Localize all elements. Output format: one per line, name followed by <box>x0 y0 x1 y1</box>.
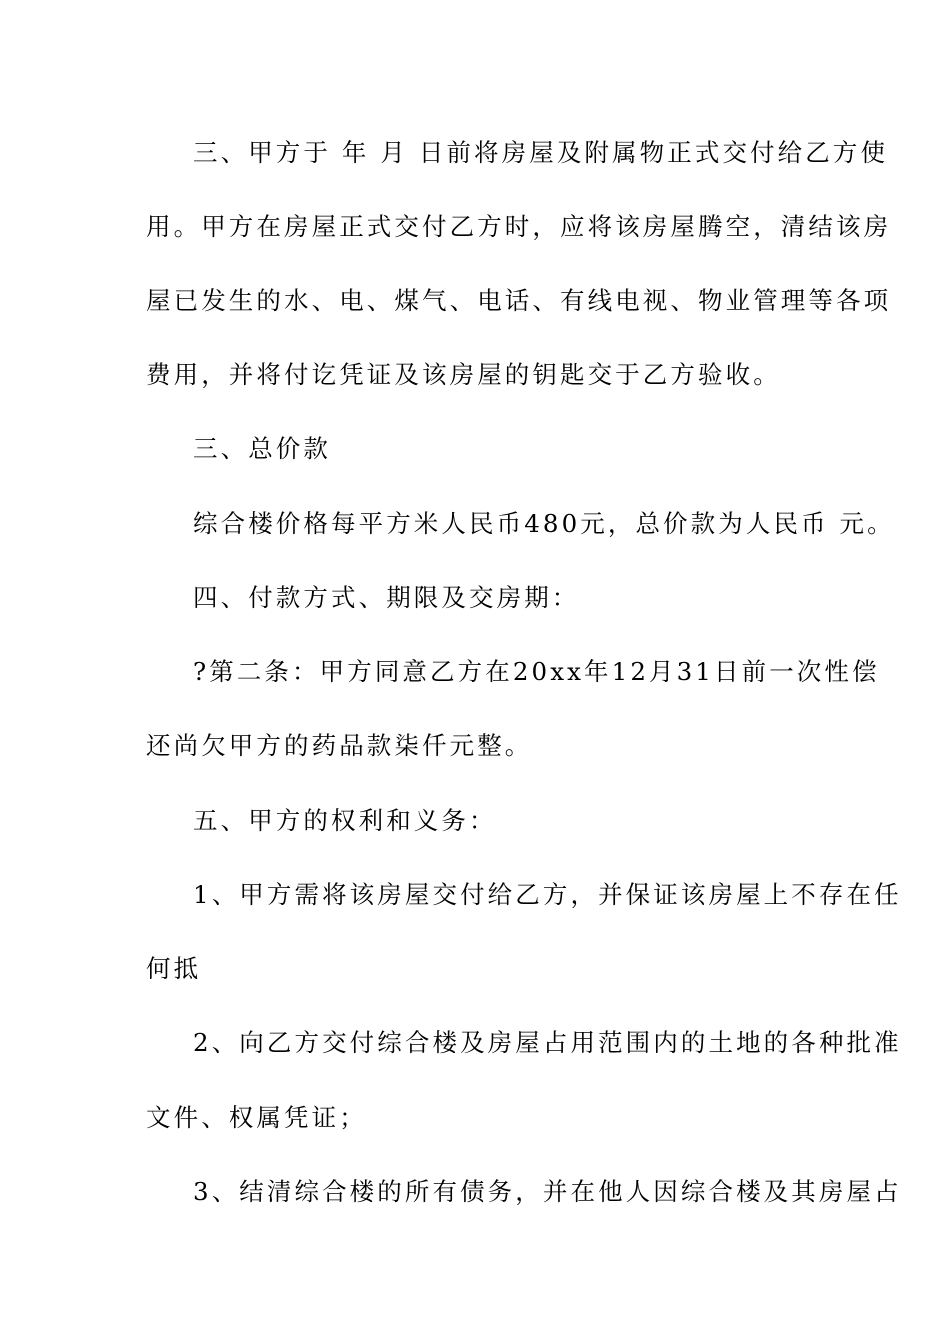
clause-2-line-1: 2、向乙方交付综合楼及房屋占用范围内的土地的各种批准 <box>193 1028 902 1057</box>
paragraph-delivery-line-4: 费用，并将付讫凭证及该房屋的钥匙交于乙方验收。 <box>146 360 781 389</box>
clause-2-line-2: 文件、权属凭证； <box>146 1103 367 1132</box>
paragraph-payment-line-2: 还尚欠甲方的药品款柒仟元整。 <box>146 731 533 760</box>
clause-3-line-1: 3、结清综合楼的所有债务，并在他人因综合楼及其房屋占 <box>193 1177 902 1206</box>
paragraph-delivery-line-2: 用。甲方在房屋正式交付乙方时，应将该房屋腾空，清结该房 <box>146 212 892 241</box>
paragraph-delivery-line-1: 三、甲方于 年 月 日前将房屋及附属物正式交付给乙方使 <box>193 138 889 167</box>
section-heading-payment: 四、付款方式、期限及交房期： <box>193 583 580 612</box>
section-heading-total-price: 三、总价款 <box>193 434 331 463</box>
paragraph-payment-line-1: ?第二条：甲方同意乙方在20xx年12月31日前一次性偿 <box>193 657 880 686</box>
paragraph-delivery-line-3: 屋已发生的水、电、煤气、电话、有线电视、物业管理等各项 <box>146 286 892 315</box>
clause-1-line-2: 何抵 <box>146 954 202 983</box>
section-heading-party-a-rights: 五、甲方的权利和义务： <box>193 806 497 835</box>
paragraph-price: 综合楼价格每平方米人民币480元，总价款为人民币 元。 <box>193 509 895 538</box>
clause-1-line-1: 1、甲方需将该房屋交付给乙方，并保证该房屋上不存在任 <box>193 880 902 909</box>
